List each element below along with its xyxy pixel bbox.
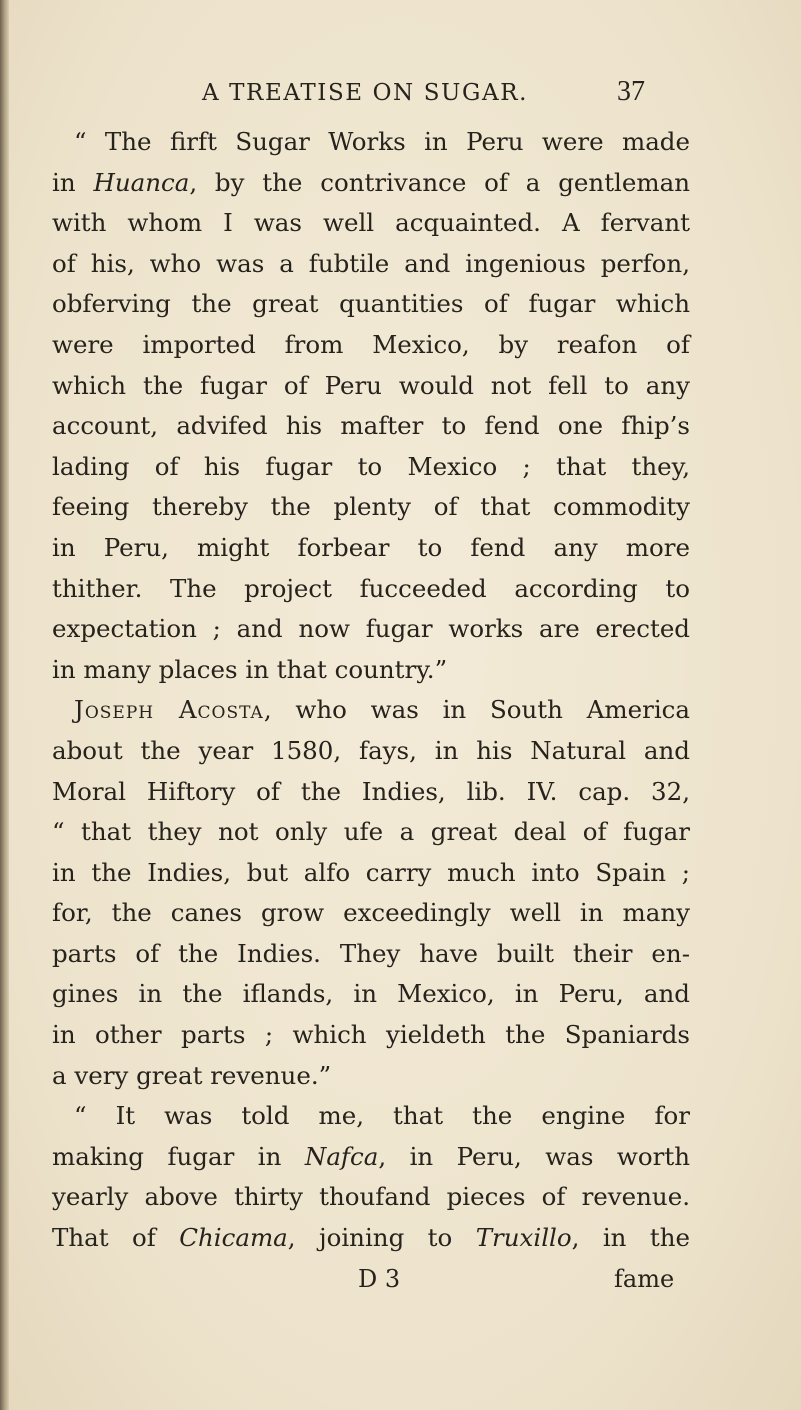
text-line: with whom I was well acquainted. A fervant: [52, 208, 690, 238]
text-line: in other parts ; which yieldeth the Spaniards: [52, 1020, 690, 1050]
text-line: of his, who was a fubtile and ingenious perfon,: [52, 248, 690, 278]
text-line: in Peru, might forbear to fend any more: [52, 532, 690, 562]
text-line: That of Chicama, joining to Truxillo, in the: [52, 1223, 690, 1253]
body-text: [52, 122, 690, 1259]
running-head: A TREATISE ON SUGAR.: [202, 80, 529, 106]
text-line: making fugar in Nafca, in Peru, was worth: [52, 1141, 690, 1171]
page-footer: [0, 1265, 801, 1301]
text-line: parts of the Indies. They have built their en-: [52, 938, 690, 968]
text-line: in Huanca, by the contrivance of a gentleman: [52, 167, 690, 197]
text-line: yearly above thirty thoufand pieces of revenue.: [52, 1182, 690, 1212]
page-number: 37: [617, 76, 645, 107]
text-line: which the fugar of Peru would not fell to any: [52, 370, 690, 400]
text-line: were imported from Mexico, by reafon of: [52, 329, 690, 359]
text-line: “ that they not only ufe a great deal of fugar: [52, 817, 690, 847]
text-line: expectation ; and now fugar works are erected: [52, 614, 690, 644]
text-line: feeing thereby the plenty of that commodity: [52, 492, 690, 522]
text-line: Moral Hiftory of the Indies, lib. IV. cap. 32,: [52, 776, 690, 806]
text-line: Joseph Acosta, who was in South America: [74, 695, 690, 725]
text-line: account, advifed his mafter to fend one fhip’s: [52, 411, 690, 441]
text-line: gines in the iflands, in Mexico, in Peru, and: [52, 979, 690, 1009]
text-line: in many places in that country.”: [52, 654, 448, 684]
text-line: “ The firft Sugar Works in Peru were made: [74, 127, 690, 156]
text-line: in the Indies, but alfo carry much into Spain ;: [52, 857, 690, 887]
text-line: “ It was told me, that the engine for: [74, 1101, 690, 1131]
page-header: [0, 76, 801, 114]
text-line: for, the canes grow exceedingly well in many: [52, 898, 690, 928]
text-line: obferving the great quantities of fugar which: [52, 289, 690, 319]
page-gutter-shadow: [0, 0, 9, 1410]
text-line: thither. The project fucceeded according to: [52, 573, 690, 603]
text-line: about the year 1580, fays, in his Natural and: [52, 735, 690, 765]
catchword: fame: [614, 1265, 675, 1293]
signature-mark: D 3: [358, 1265, 401, 1293]
text-line: lading of his fugar to Mexico ; that they,: [52, 451, 690, 481]
text-line: a very great revenue.”: [52, 1060, 332, 1090]
